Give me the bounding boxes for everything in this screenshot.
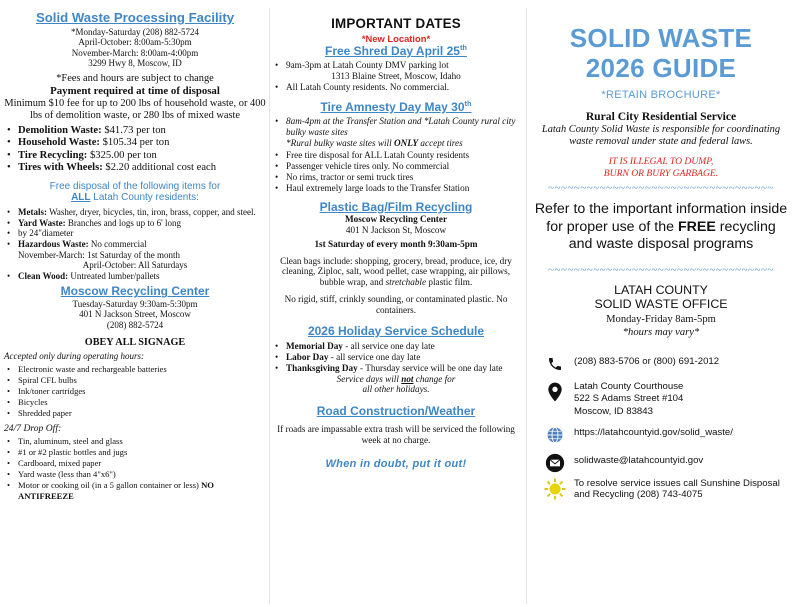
contact-web-row [544,424,792,446]
road-construction-heading: Road Construction/Weather [316,404,476,419]
email-link[interactable]: solidwaste@latahcountyid.gov [574,454,704,466]
tire-item: • 8am-4pm at the Transfer Station and *Latah County rural city bulky waste sites [272,116,520,138]
shred-item: • 9am-3pm at Latah County DMV parking lot [272,60,520,71]
fee-item: • Tire Recycling: $325.00 per ton [4,150,266,163]
plastic-schedule: 1st Saturday of every month 9:30am-5pm [314,238,478,249]
fee-item: • Demolition Waste: $41.73 per ton [4,125,266,138]
clean-bags-text: Clean bags include: shopping, grocery, bread, produce, ice, dry cleaning, Ziploc, salt, wood pellet, case wrapping, air pillows, bubble wrap, and stretchable plastic film. [280,255,512,288]
moscow-address: 401 N Jackson Street, Moscow [79,309,191,320]
free-disposal-list [4,207,266,249]
dropoff-item: • Cardboard, mixed paper [4,458,266,469]
guide-title-line-1: SOLID WASTE [569,23,753,53]
free-item: • Metals: Washer, dryer, bicycles, tin, iron, brass, copper, and steel. [4,207,266,218]
rural-service-desc: Latah County Solid Waste is responsible for coordinating waste removal under state and federal laws. [541,123,781,148]
accepted-item: • Spiral CFL bulbs [4,375,266,386]
website-link[interactable]: https://latahcountyid.gov/solid_waste/ [574,426,733,438]
dropoff-item: • Motor or cooking oil (in a 5 gallon container or less) NO ANTIFREEZE [4,480,266,502]
rural-service-heading: Rural City Residential Service [585,110,737,124]
holiday-item: • Labor Day - all service one day late [272,352,520,363]
accepted-item: • Shredded paper [4,408,266,419]
hazard-apr-oct: April-October: All Saturdays [82,260,188,271]
free-item: • Clean Wood: Untreated lumber/pallets [4,271,266,282]
holiday-schedule-heading: 2026 Holiday Service Schedule [307,323,485,338]
fee-item: • Household Waste: $105.34 per ton [4,137,266,150]
phone-icon [544,353,566,375]
plastic-center: Moscow Recycling Center [344,213,448,224]
free-item: • Yard Waste: Branches and logs up to 6' long [4,218,266,229]
service-issues-text: To resolve service issues call Sunshine Disposal and Recycling (208) 743-4075 [574,477,780,501]
dropoff-item: • Yard waste (less than 4"x6") [4,469,266,480]
tire-amnesty-heading: Tire Amnesty Day May 30th [320,98,472,114]
right-panel [530,0,792,607]
tire-item: • Free tire disposal for ALL Latah County residents [272,150,520,161]
dropoff-list [4,436,266,502]
holiday-list [272,341,520,374]
tire-item: • Passenger vehicle tires only. No commercial [272,161,520,172]
hazard-nov-mar: November-March: 1st Saturday of the month [18,249,181,260]
accepted-item: • Bicycles [4,397,266,408]
divider-tilde-2: ~~~~~~~~~~~~~~~~~~~~~~~~~~~~~~~~~~~ [548,263,774,276]
facility-hours: *Monday-Saturday (208) 882-5724 [71,26,199,37]
location-pin-icon [544,381,566,403]
illegal-burn-warning: BURN OR BURY GARBAGE. [603,167,719,179]
contact-address-row [544,381,792,418]
dropoff-item: • #1 or #2 plastic bottles and jugs [4,447,266,458]
sun-icon [544,478,566,500]
new-location-note: *New Location* [361,32,431,44]
column-divider-1 [269,8,270,604]
accepted-item: • Ink/toner cartridges [4,386,266,397]
moscow-recycling-heading: Moscow Recycling Center [60,284,210,299]
middle-panel [272,0,520,607]
fee-list [4,125,266,175]
payment-required: Payment required at time of disposal [50,85,220,98]
no-rigid-text: No rigid, stiff, crinkly sounding, or contaminated plastic. No containers. [284,294,508,315]
moscow-hours: Tuesday-Saturday 9:30am-5:30pm [72,298,198,309]
clean-wood-list [4,271,266,282]
holiday-item: • Memorial Day - all service one day late [272,341,520,352]
office-address: Latah County Courthouse 522 S Adams Street #104 Moscow, ID 83843 [574,381,684,417]
tire-item: • No rims, tractor or semi truck tires [272,172,520,183]
holiday-item: • Thanksgiving Day - Thursday service will be one day late [272,363,520,374]
divider-tilde-1: ~~~~~~~~~~~~~~~~~~~~~~~~~~~~~~~~~~~ [548,182,774,195]
plastic-address: 401 N Jackson St, Moscow [345,224,447,235]
office-hours-vary: *hours may vary* [622,326,700,338]
column-divider-2 [526,8,527,604]
accepted-list [4,364,266,419]
free-item: • Hazardous Waste: No commercial [4,239,266,250]
road-construction-text: If roads are impassable extra trash will be serviced the following week at no charge. [277,424,515,446]
left-panel [4,0,266,607]
shred-day-heading: Free Shred Day April 25th [325,42,467,58]
fee-item: • Tires with Wheels: $2.20 additional cost each [4,162,266,175]
contact-list [530,353,792,501]
facility-address: 3299 Hwy 8, Moscow, ID [88,58,182,69]
contact-phone-row [544,353,792,375]
tire-list [272,116,520,138]
fees-note: *Fees and hours are subject to change [56,73,214,85]
illegal-dump-warning: IT IS ILLEGAL TO DUMP, [608,156,714,168]
facility-heading: Solid Waste Processing Facility [35,10,235,25]
office-name-1: LATAH COUNTY [614,282,708,297]
tire-list-2 [272,150,520,193]
moscow-phone: (208) 882-5724 [106,319,164,330]
minimum-fee: Minimum $10 fee for up to 200 lbs of household waste, or 400 lbs of demolition waste, or 280 lbs of mixed waste [4,98,266,122]
shred-list-2 [272,82,520,93]
office-name-2: SOLID WASTE OFFICE [594,297,728,312]
retain-brochure: *RETAIN BROCHURE* [601,89,721,102]
when-in-doubt: When in doubt, put it out! [325,458,467,471]
shred-address: 1313 Blaine Street, Moscow, Idaho [331,70,461,81]
accepted-item: • Electronic waste and rechargeable batteries [4,364,266,375]
refer-info-text: Refer to the important information inside for proper use of the FREE recycling and waste disposal programs [534,201,788,253]
facility-nov-mar: November-March: 8:00am-4:00pm [71,47,199,58]
globe-icon [544,424,566,446]
office-hours: Monday-Friday 8am-5pm [606,314,716,326]
office-phone: (208) 883-5706 or (800) 691-2012 [574,356,720,368]
shred-item: • All Latah County residents. No commercial. [272,82,520,93]
shred-list [272,60,520,71]
dropoff-item: • Tin, aluminum, steel and glass [4,436,266,447]
contact-email-row [544,452,792,474]
free-disposal-heading: Free disposal of the following items for ALL Latah County residents: [49,180,221,204]
tire-item: • Haul extremely large loads to the Transfer Station [272,183,520,194]
dropoff-heading: 24/7 Drop Off: [4,423,62,435]
guide-title-line-2: 2026 GUIDE [585,52,737,83]
tire-rural-note: *Rural bulky waste sites will ONLY accept tires [286,137,463,148]
free-item: • by 24"diameter [4,228,266,239]
obey-signage: OBEY ALL SIGNAGE [84,337,186,349]
contact-sunshine-row [544,478,792,501]
important-dates-heading: IMPORTANT DATES [331,16,461,31]
facility-apr-oct: April-October: 8:00am-5:30pm [78,37,192,48]
accepted-heading: Accepted only during operating hours: [4,351,144,362]
plastic-recycling-heading: Plastic Bag/Film Recycling [319,199,473,214]
service-days-note: Service days will not change for [336,373,456,384]
email-icon [544,452,566,474]
service-days-note-2: all other holidays. [362,384,430,395]
